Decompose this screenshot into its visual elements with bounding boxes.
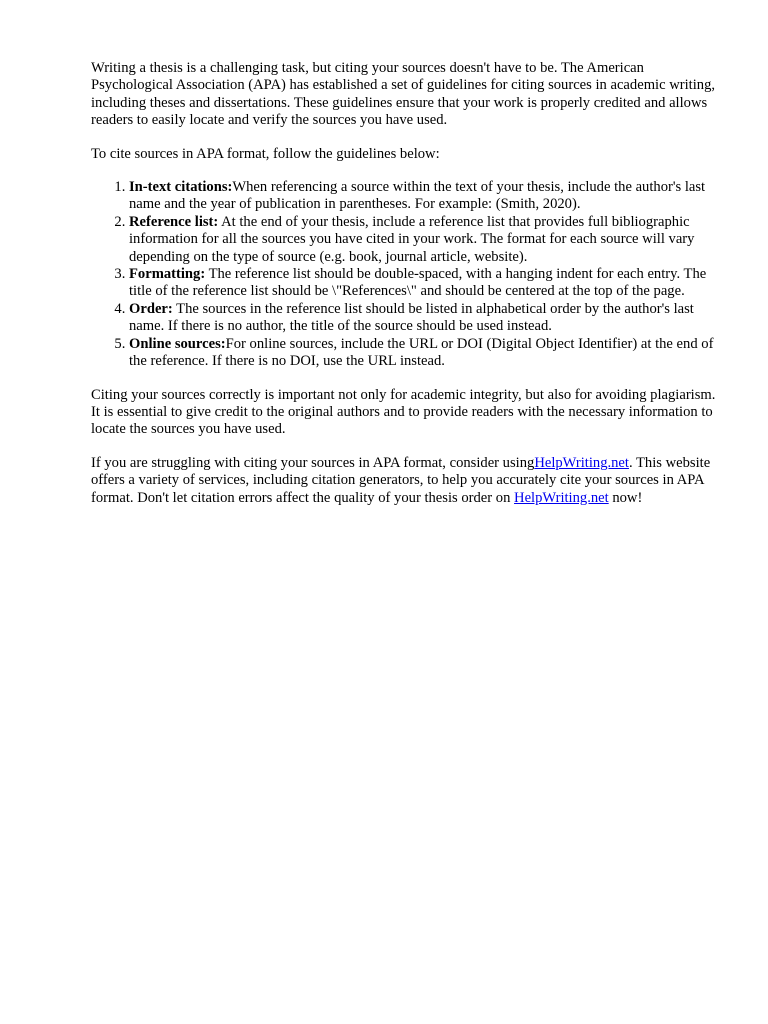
document-page <box>91 60 716 523</box>
list-item-text: The sources in the reference list should be listed in alphabetical order by the author's last name. If there is no author, the title of the source should be used instead. <box>129 300 694 335</box>
promo-text-before: If you are struggling with citing your sources in APA format, consider using <box>91 454 535 471</box>
list-item <box>129 336 716 371</box>
closing-paragraph: Citing your sources correctly is important not only for academic integrity, but also for avoiding plagiarism. It is essential to give credit to the original authors and to provide readers with the necessary information to locate the sources you have used. <box>91 386 716 438</box>
list-item <box>129 179 716 214</box>
list-item-text: At the end of your thesis, include a reference list that provides full bibliographic information for all the sources you have cited in your work. The format for each source will vary depending on the type of source (e.g. book, journal article, website). <box>129 213 695 265</box>
list-item <box>129 214 716 266</box>
list-item <box>129 301 716 336</box>
list-item-text: The reference list should be double-spaced, with a hanging indent for each entry. The title of the reference list should be \"References\" and should be centered at the top of the page. <box>129 266 707 300</box>
intro-paragraph: Writing a thesis is a challenging task, but citing your sources doesn't have to be. The American Psychological Association (APA) has established a set of guidelines for citing sources in academic writing, including theses and dissertations. These guidelines ensure that your work is properly credited and allows readers to easily locate and verify the sources you have used. <box>91 60 716 129</box>
list-item-title: Formatting: <box>129 266 206 283</box>
promo-text-middle: . This website offers a variety of services, including citation generators, to help you accurately cite your sources in APA format. Don't let citation errors affect the quality of your thesis order on <box>91 454 711 506</box>
list-item-title: Reference list: <box>129 213 219 230</box>
list-item-text: When referencing a source within the text of your thesis, include the author's last name and the year of publication in parentheses. For example: (Smith, 2020). <box>129 179 706 213</box>
guidelines-lead-paragraph: To cite sources in APA format, follow the guidelines below: <box>91 145 440 162</box>
promo-text-after: now! <box>608 489 643 506</box>
list-item-title: Online sources: <box>129 335 226 352</box>
list-item <box>129 266 716 301</box>
helpwriting-order-link[interactable]: HelpWriting.net <box>514 489 609 506</box>
helpwriting-link[interactable]: HelpWriting.net <box>534 454 629 471</box>
list-item-text: For online sources, include the URL or DOI (Digital Object Identifier) at the end of the reference. If there is no DOI, use the URL instead. <box>129 335 714 370</box>
promo-paragraph <box>91 455 716 507</box>
guidelines-list <box>91 179 716 370</box>
list-item-title: In-text citations: <box>129 179 233 196</box>
list-item-title: Order: <box>129 300 173 317</box>
